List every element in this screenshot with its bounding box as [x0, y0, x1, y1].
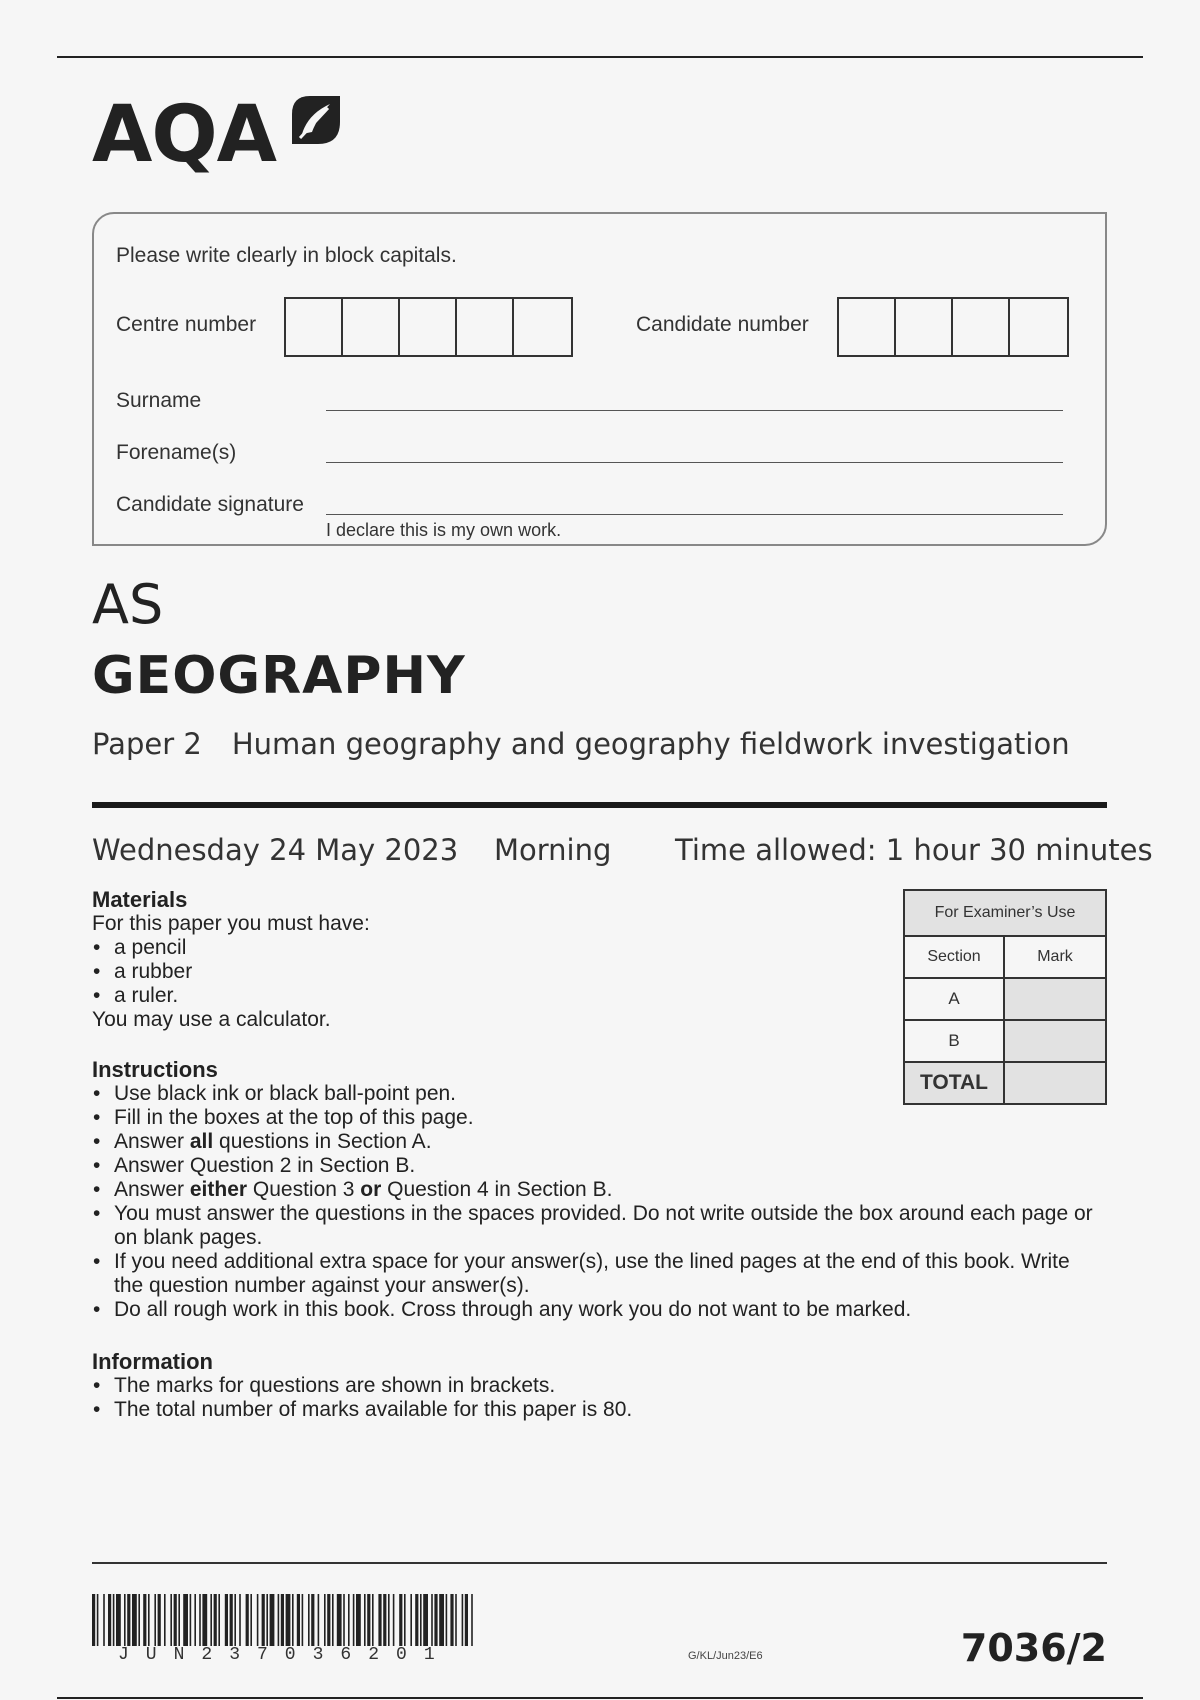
- signature-label: Candidate signature: [116, 493, 304, 516]
- total-mark[interactable]: [1004, 1062, 1106, 1104]
- paper-code: 7036/2: [960, 1626, 1107, 1670]
- list-item: • Answer Question 2 in Section B.: [92, 1154, 1107, 1178]
- list-item: • Fill in the boxes at the top of this page.: [92, 1106, 1107, 1130]
- logo-text: AQA: [92, 90, 277, 180]
- list-item: [92, 1130, 1107, 1154]
- bottom-rule: [57, 1697, 1143, 1699]
- centre-number-digit[interactable]: [286, 299, 343, 355]
- list-item: • a rubber: [92, 960, 792, 984]
- instruction-text: Question 4 in Section B.: [381, 1178, 613, 1201]
- instructions-heading: Instructions: [92, 1057, 218, 1082]
- instruction-text: Question 3: [247, 1178, 361, 1201]
- instruction-emphasis: or: [360, 1178, 382, 1201]
- section-a-mark[interactable]: [1004, 978, 1106, 1020]
- centre-number-label: Centre number: [116, 313, 257, 336]
- centre-number-digit[interactable]: [343, 299, 400, 355]
- list-item: • Do all rough work in this book. Cross through any work you do not want to be marked.: [92, 1298, 1107, 1322]
- qualification-title: AS: [92, 573, 164, 636]
- exam-session: Morning: [494, 833, 612, 867]
- instructions-list: [92, 1082, 1107, 1322]
- information-heading: Information: [92, 1349, 213, 1374]
- list-item: • The total number of marks available for this paper is 80.: [92, 1398, 992, 1422]
- examiners-use-table: [903, 889, 1107, 1105]
- aqa-logo: [92, 90, 362, 181]
- instruction-text: Answer: [114, 1178, 190, 1201]
- information-list: [92, 1374, 992, 1422]
- time-allowed: Time allowed: 1 hour 30 minutes: [675, 833, 1153, 867]
- candidate-number-digit[interactable]: [1010, 299, 1067, 355]
- aqa-leaf-mark-icon: [288, 92, 344, 148]
- examiners-use-title: For Examiner’s Use: [904, 890, 1106, 936]
- top-rule: [57, 56, 1143, 58]
- total-label: TOTAL: [904, 1062, 1004, 1104]
- signature-line[interactable]: [326, 514, 1063, 515]
- barcode-number: JUN237036201: [118, 1645, 452, 1665]
- paper-number: Paper 2: [92, 727, 202, 761]
- candidate-details-box: [92, 212, 1107, 546]
- forenames-line[interactable]: [326, 462, 1063, 463]
- paper-line: [92, 727, 1070, 761]
- section-a-label: A: [904, 978, 1004, 1020]
- instruction-text: questions in Section A.: [213, 1130, 432, 1153]
- subject-title: GEOGRAPHY: [92, 646, 466, 706]
- centre-number-boxes[interactable]: [284, 297, 573, 357]
- information-section: [92, 1350, 992, 1422]
- candidate-number-digit[interactable]: [953, 299, 1010, 355]
- block-capitals-instruction: Please write clearly in block capitals.: [116, 244, 457, 267]
- candidate-number-label: Candidate number: [636, 313, 809, 336]
- footer-rule: [92, 1562, 1107, 1564]
- section-b-label: B: [904, 1020, 1004, 1062]
- list-item: • If you need additional extra space for your answer(s), use the lined pages at the end of this book. Write the question number against your answer(s).: [92, 1250, 1104, 1298]
- paper-title: Human geography and geography fieldwork investigation: [231, 727, 1070, 761]
- list-item: • a pencil: [92, 936, 792, 960]
- materials-list: [92, 936, 792, 1008]
- surname-label: Surname: [116, 389, 202, 412]
- centre-number-digit[interactable]: [514, 299, 571, 355]
- calculator-note: You may use a calculator.: [92, 1008, 331, 1031]
- list-item: • You must answer the questions in the spaces provided. Do not write outside the box around each page or on blank pages.: [92, 1202, 1104, 1250]
- section-b-mark[interactable]: [1004, 1020, 1106, 1062]
- materials-section: [92, 888, 792, 1032]
- list-item: • Use black ink or black ball-point pen.: [92, 1082, 1107, 1106]
- forenames-label: Forename(s): [116, 441, 237, 464]
- candidate-number-boxes[interactable]: [837, 297, 1069, 357]
- list-item: • The marks for questions are shown in brackets.: [92, 1374, 992, 1398]
- centre-number-digit[interactable]: [457, 299, 514, 355]
- section-column-header: Section: [904, 936, 1004, 978]
- instruction-emphasis: either: [189, 1178, 248, 1201]
- list-item: • a ruler.: [92, 984, 792, 1008]
- materials-heading: Materials: [92, 887, 188, 912]
- candidate-number-digit[interactable]: [839, 299, 896, 355]
- materials-intro: For this paper you must have:: [92, 912, 370, 935]
- instruction-emphasis: all: [189, 1130, 214, 1153]
- barcode-icon: [92, 1594, 474, 1646]
- list-item: [92, 1178, 1107, 1202]
- declaration-text: I declare this is my own work.: [326, 520, 562, 540]
- mark-column-header: Mark: [1004, 936, 1106, 978]
- heading-divider: [92, 802, 1107, 808]
- paper-reference: G/KL/Jun23/E6: [688, 1650, 763, 1662]
- centre-number-digit[interactable]: [400, 299, 457, 355]
- instruction-text: Answer: [114, 1130, 190, 1153]
- candidate-number-digit[interactable]: [896, 299, 953, 355]
- surname-line[interactable]: [326, 410, 1063, 411]
- exam-date: Wednesday 24 May 2023: [92, 833, 459, 867]
